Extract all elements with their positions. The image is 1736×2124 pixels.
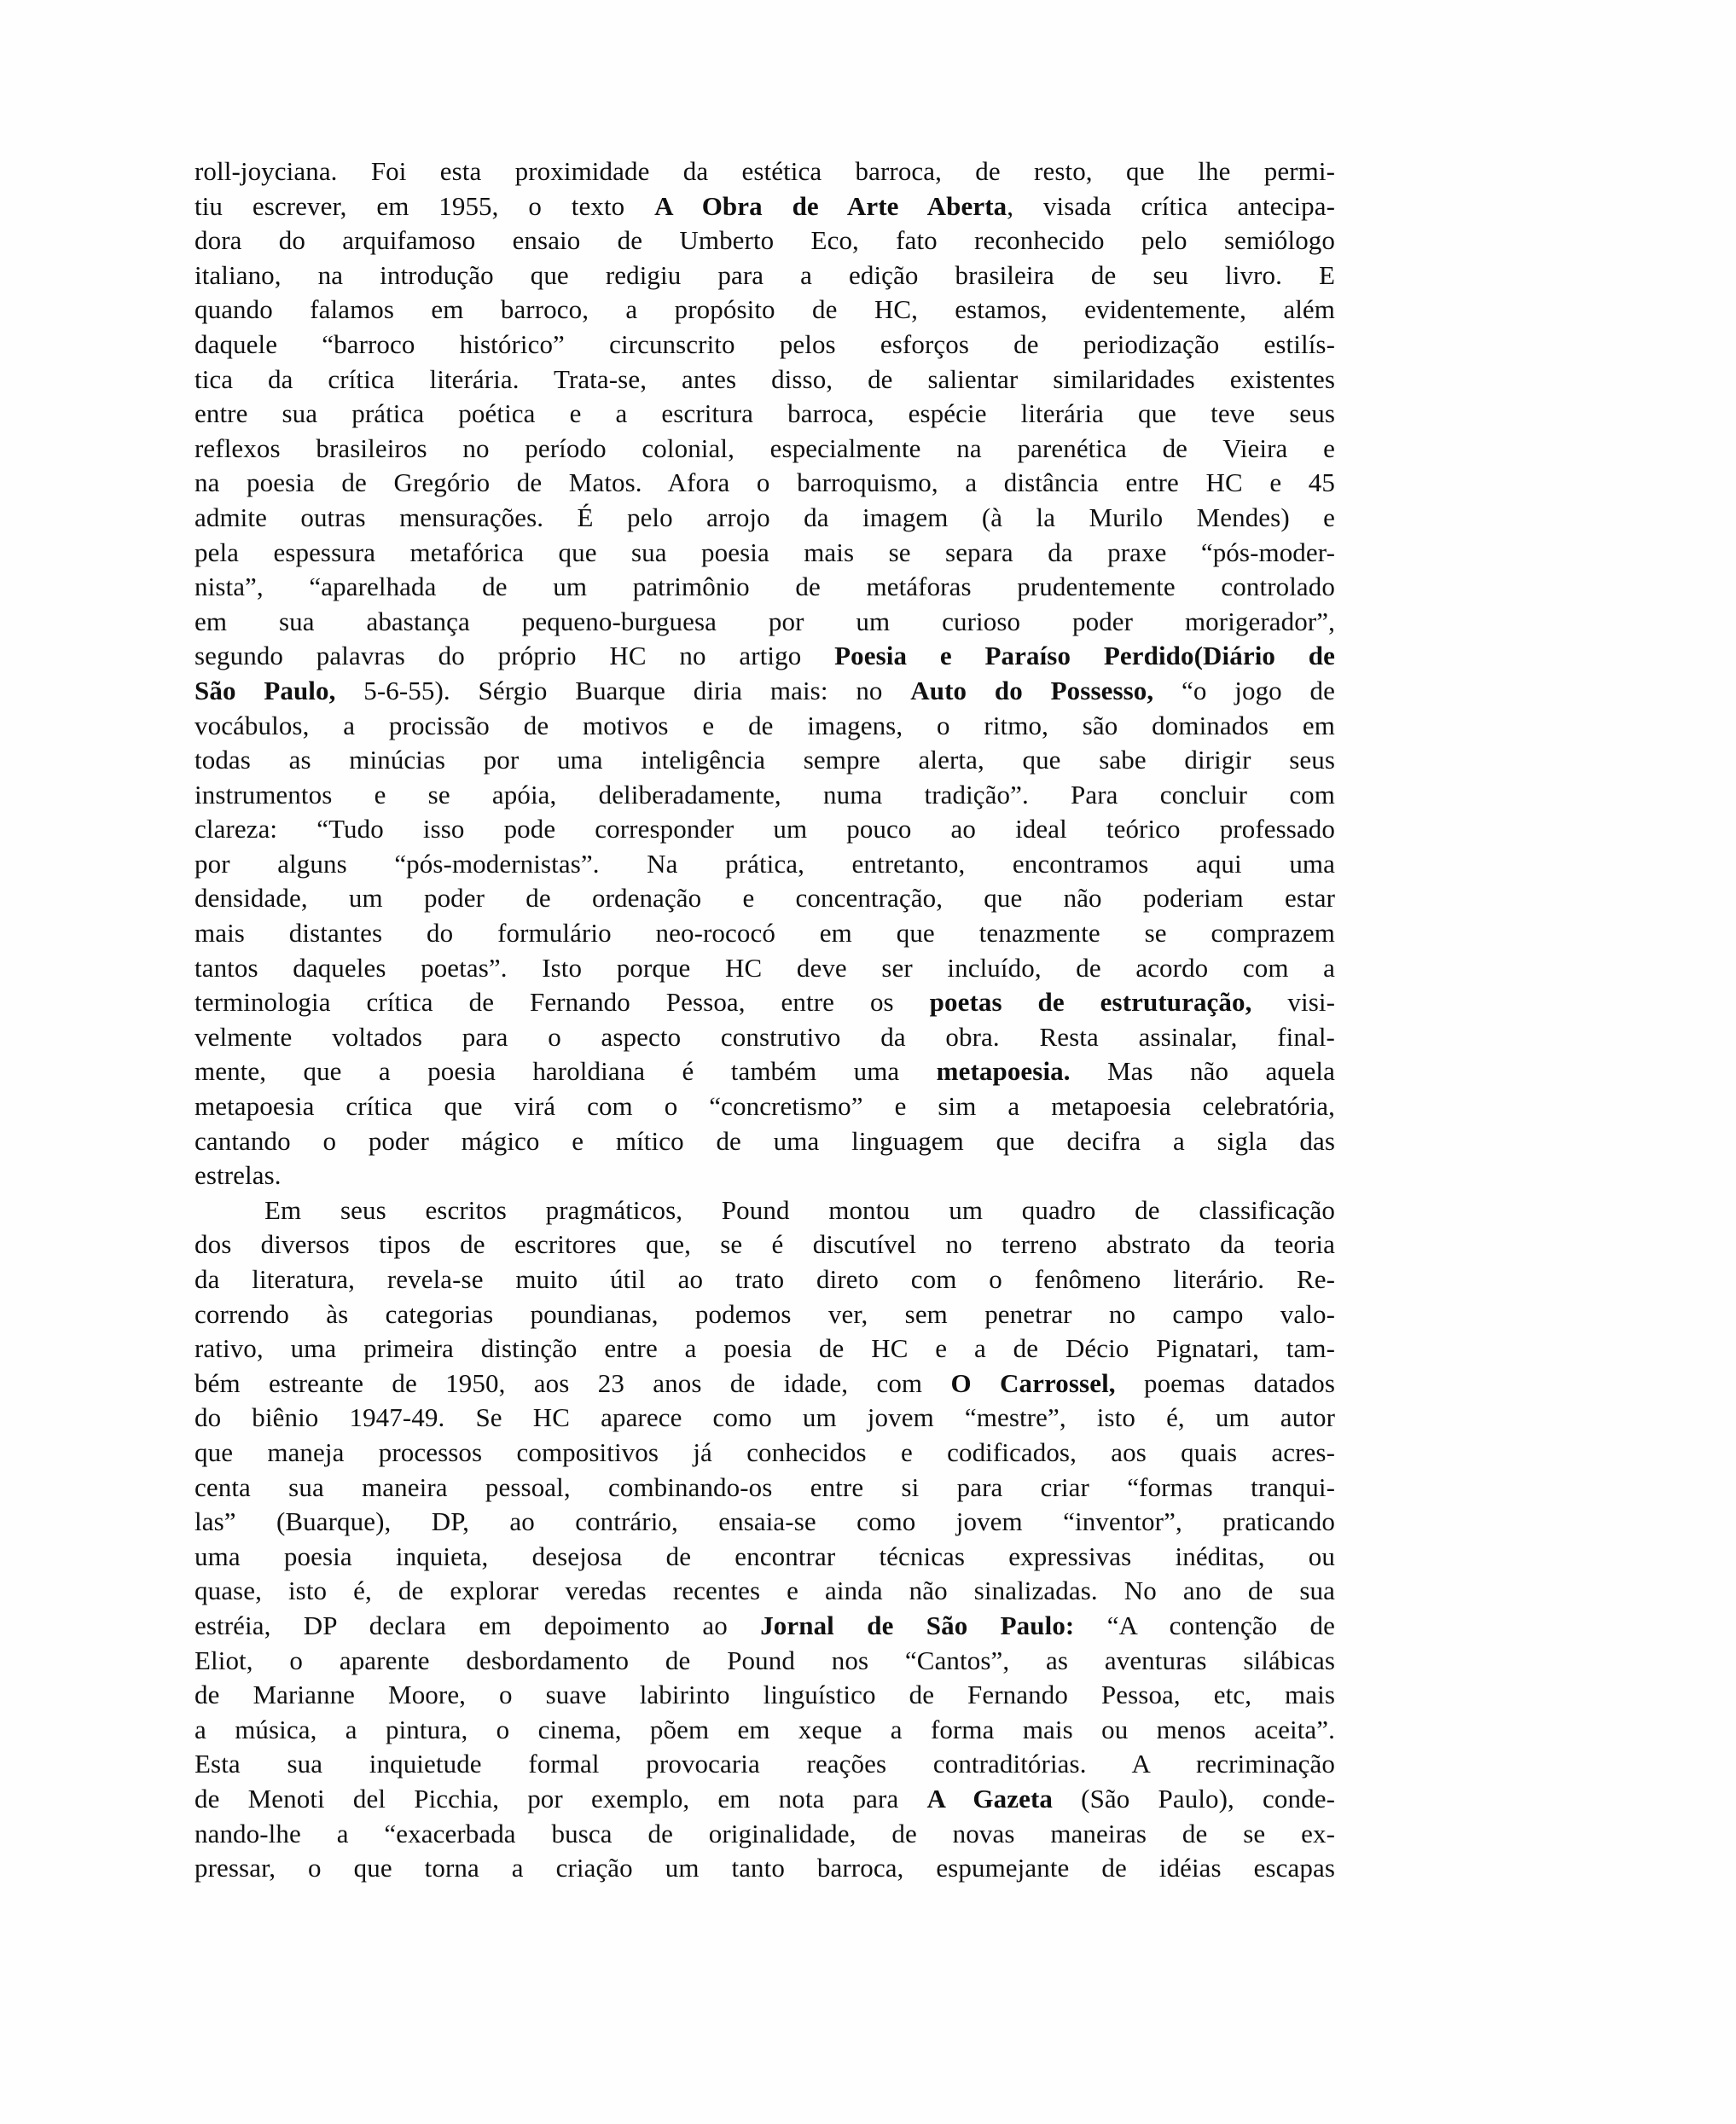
bold-text-segment: metapoesia. — [936, 1056, 1071, 1087]
text-line — [195, 881, 1335, 916]
bold-text-segment: poetas de estruturação, — [929, 987, 1252, 1018]
text-line — [195, 1020, 1335, 1055]
text-segment: “A contenção de — [1074, 1610, 1336, 1640]
text-segment: quando falamos em barroco, a propósito de HC, estamos, evidentemente, além — [195, 294, 1335, 325]
text-segment: tiu escrever, em 1955, o texto — [195, 190, 655, 221]
text-line — [195, 1851, 1335, 1886]
text-segment: cantando o poder mágico e mítico de uma linguagem que decifra a sigla das — [195, 1125, 1335, 1156]
text-segment: clareza: “Tudo isso pode corresponder um pouco ao ideal teórico professado — [195, 814, 1335, 844]
text-segment: mais distantes do formulário neo-rococó em que tenazmente se comprazem — [195, 918, 1335, 949]
text-line — [195, 1609, 1335, 1644]
text-segment: , visada crítica antecipa- — [1007, 190, 1335, 221]
bold-text-segment: Auto do Possesso, — [910, 675, 1154, 705]
text-line — [195, 1297, 1335, 1332]
text-segment: roll-joyciana. Foi esta proximidade da estética barroca, de resto, que lhe permi- — [195, 156, 1335, 186]
text-segment: terminologia crítica de Fernando Pessoa, entre os — [195, 987, 930, 1018]
text-line — [195, 1644, 1335, 1679]
text-segment: 5-6-55). Sérgio Buarque diria mais: no — [335, 675, 911, 705]
text-segment: “o jogo de — [1153, 675, 1336, 705]
text-segment: dos diversos tipos de escritores que, se é discutível no terreno abstrato da teoria — [195, 1229, 1335, 1260]
text-line — [195, 1574, 1335, 1609]
text-segment: reflexos brasileiros no período colonial, especialmente na parenética de Vieira e — [195, 432, 1335, 463]
text-line — [195, 501, 1335, 536]
text-segment: de Marianne Moore, o suave labirinto linguístico de Fernando Pessoa, etc, mais — [195, 1680, 1335, 1710]
text-line — [195, 1540, 1335, 1575]
text-line — [195, 363, 1335, 398]
text-line — [195, 293, 1335, 328]
bold-text-segment: A Obra de Arte Aberta — [654, 190, 1007, 221]
text-line — [195, 812, 1335, 847]
text-line — [195, 1713, 1335, 1748]
text-segment: mente, que a poesia haroldiana é também uma — [195, 1056, 937, 1087]
text-line — [195, 778, 1335, 813]
text-segment: las” (Buarque), DP, ao contrário, ensaia-se como jovem “inventor”, praticando — [195, 1506, 1335, 1537]
text-segment: pela espessura metafórica que sua poesia mais se separa da praxe “pós-moder- — [195, 537, 1335, 567]
text-segment: tantos daqueles poetas”. Isto porque HC deve ser incluído, de acordo com a — [195, 952, 1335, 983]
text-block — [195, 154, 1335, 1886]
text-line — [195, 328, 1335, 363]
bold-text-segment: Poesia e Paraíso Perdido(Diário de — [834, 641, 1335, 671]
text-line — [195, 985, 1335, 1020]
text-line — [195, 1193, 1335, 1228]
text-line — [195, 223, 1335, 258]
text-segment: velmente voltados para o aspecto construtivo da obra. Resta assinalar, final- — [195, 1021, 1335, 1052]
text-line — [195, 397, 1335, 432]
text-segment: correndo às categorias poundianas, podemos ver, sem penetrar no campo valo- — [195, 1298, 1335, 1329]
text-line — [195, 432, 1335, 467]
text-line — [195, 951, 1335, 986]
text-segment: instrumentos e se apóia, deliberadamente, numa tradição”. Para concluir com — [195, 779, 1335, 810]
text-line — [195, 1401, 1335, 1436]
text-line — [195, 1054, 1335, 1089]
text-segment: visi- — [1251, 987, 1336, 1018]
text-segment: todas as minúcias por uma inteligência sempre alerta, que sabe dirigir seus — [195, 745, 1335, 775]
text-segment: do biênio 1947-49. Se HC aparece como um jovem “mestre”, isto é, um autor — [195, 1402, 1335, 1433]
text-segment: densidade, um poder de ordenação e concentração, que não poderiam estar — [195, 883, 1335, 914]
bold-text-segment: O Carrossel, — [950, 1367, 1116, 1398]
text-segment: tica da crítica literária. Trata-se, antes disso, de salientar similaridades existentes — [195, 363, 1335, 394]
text-segment: admite outras mensurações. É pelo arrojo da imagem (à la Murilo Mendes) e — [195, 502, 1335, 532]
text-line — [195, 1158, 1335, 1193]
text-segment: poemas datados — [1115, 1367, 1336, 1398]
text-segment: quase, isto é, de explorar veredas recentes e ainda não sinalizadas. No ano de sua — [195, 1576, 1335, 1606]
text-segment: (São Paulo), conde- — [1052, 1783, 1336, 1814]
text-segment: centa sua maneira pessoal, combinando-os entre si para criar “formas tranqui- — [195, 1471, 1335, 1502]
text-segment: Em seus escritos pragmáticos, Pound montou um quadro de classificação — [264, 1194, 1335, 1225]
text-line — [195, 1332, 1335, 1367]
text-segment: vocábulos, a procissão de motivos e de imagens, o ritmo, são dominados em — [195, 710, 1335, 740]
text-line — [195, 1817, 1335, 1852]
text-segment: Mas não aquela — [1070, 1056, 1335, 1087]
text-line — [195, 466, 1335, 501]
text-line — [195, 1678, 1335, 1713]
text-segment: estréia, DP declara em depoimento ao — [195, 1610, 761, 1640]
text-line — [195, 258, 1335, 293]
text-segment: a música, a pintura, o cinema, põem em xeque a forma mais ou menos aceita”. — [195, 1714, 1335, 1744]
text-line — [195, 536, 1335, 571]
text-segment: estrelas. — [195, 1160, 282, 1191]
text-segment: entre sua prática poética e a escritura barroca, espécie literária que teve seus — [195, 398, 1335, 429]
text-line — [195, 1227, 1335, 1262]
text-line — [195, 570, 1335, 605]
text-segment: bém estreante de 1950, aos 23 anos de idade, com — [195, 1367, 951, 1398]
text-segment: nando-lhe a “exacerbada busca de originalidade, de novas maneiras de se ex- — [195, 1818, 1335, 1848]
text-segment: Eliot, o aparente desbordamento de Pound nos “Cantos”, as aventuras silábicas — [195, 1645, 1335, 1675]
text-segment: Esta sua inquietude formal provocaria reações contraditórias. A recriminação — [195, 1749, 1335, 1779]
bold-text-segment: São Paulo, — [195, 675, 336, 705]
text-line — [195, 189, 1335, 224]
text-segment: da literatura, revela-se muito útil ao trato direto com o fenômeno literário. Re- — [195, 1264, 1335, 1294]
text-line — [195, 916, 1335, 951]
text-segment: por alguns “pós-modernistas”. Na prática, entretanto, encontramos aqui uma — [195, 848, 1335, 879]
text-line — [195, 605, 1335, 640]
text-segment: rativo, uma primeira distinção entre a poesia de HC e a de Décio Pignatari, tam- — [195, 1333, 1335, 1364]
text-line — [195, 1471, 1335, 1506]
text-line — [195, 1367, 1335, 1401]
text-line — [195, 674, 1335, 709]
bold-text-segment: A Gazeta — [926, 1783, 1053, 1814]
text-segment: na poesia de Gregório de Matos. Afora o barroquismo, a distância entre HC e 45 — [195, 467, 1335, 498]
text-line — [195, 1747, 1335, 1782]
text-segment: pressar, o que torna a criação um tanto barroca, espumejante de idéias escapas — [195, 1853, 1335, 1883]
text-segment: italiano, na introdução que redigiu para a edição brasileira de seu livro. E — [195, 259, 1335, 290]
text-line — [195, 743, 1335, 778]
text-line — [195, 1782, 1335, 1817]
bold-text-segment: Jornal de São Paulo: — [760, 1610, 1075, 1640]
text-segment: daquele “barroco histórico” circunscrito pelos esforços de periodização estilís- — [195, 328, 1335, 359]
text-line — [195, 1262, 1335, 1297]
text-segment: que maneja processos compositivos já conhecidos e codificados, aos quais acres- — [195, 1436, 1335, 1467]
text-line — [195, 154, 1335, 189]
text-segment: uma poesia inquieta, desejosa de encontrar técnicas expressivas inéditas, ou — [195, 1541, 1335, 1571]
text-line — [195, 1505, 1335, 1540]
text-line — [195, 709, 1335, 744]
text-line — [195, 1124, 1335, 1159]
text-segment: em sua abastança pequeno-burguesa por um curioso poder morigerador”, — [195, 606, 1335, 636]
text-line — [195, 1436, 1335, 1471]
text-segment: de Menoti del Picchia, por exemplo, em nota para — [195, 1783, 927, 1814]
text-line — [195, 847, 1335, 882]
text-segment: metapoesia crítica que virá com o “concretismo” e sim a metapoesia celebratória, — [195, 1091, 1335, 1122]
text-line — [195, 1089, 1335, 1124]
text-segment: nista”, “aparelhada de um patrimônio de metáforas prudentemente controlado — [195, 572, 1335, 602]
text-line — [195, 639, 1335, 674]
text-segment: segundo palavras do próprio HC no artigo — [195, 641, 835, 671]
text-segment: dora do arquifamoso ensaio de Umberto Eco, fato reconhecido pelo semiólogo — [195, 225, 1335, 256]
